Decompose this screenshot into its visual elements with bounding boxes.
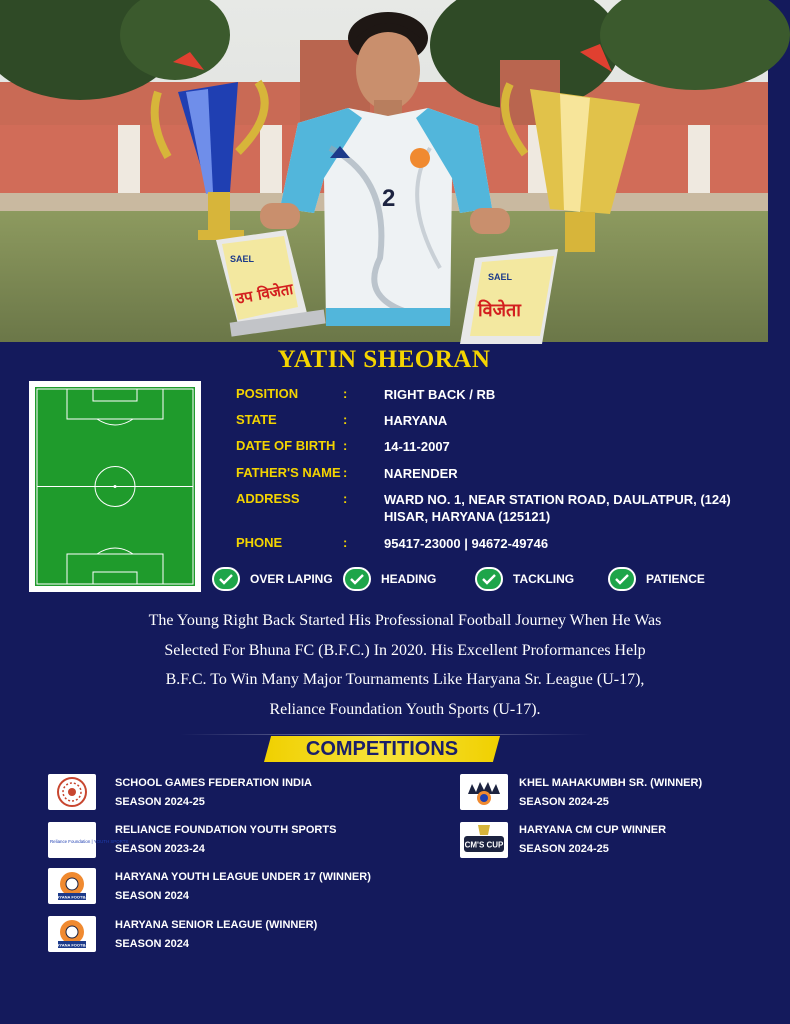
skill-label: HEADING	[381, 572, 437, 586]
bio-line: B.F.C. To Win Many Major Tournaments Like Haryana Sr. League (U-17),	[165, 671, 645, 688]
check-icon	[343, 567, 371, 591]
check-icon	[475, 567, 503, 591]
skill-heading	[343, 566, 436, 592]
competition-name: HARYANA YOUTH LEAGUE UNDER 17 (WINNER)	[115, 871, 371, 883]
haryana-logo-text: HARYANA FOOTBALL	[50, 942, 94, 948]
competition-season: SEASON 2024	[115, 938, 189, 950]
sgfi-logo	[48, 774, 96, 810]
haryana-football-logo	[48, 868, 96, 904]
haryana-football-logo	[48, 916, 96, 952]
cm-cup-logo-text: CM'S CUP	[464, 840, 504, 850]
khel-mahakumbh-logo	[460, 774, 508, 810]
runner-up-trophy	[118, 52, 333, 342]
hero-photo	[0, 0, 768, 342]
check-icon	[608, 567, 636, 591]
phone-value: 95417-23000 | 94672-49746	[384, 536, 549, 551]
father-name-value: NARENDER	[384, 466, 458, 481]
competition-name: KHEL MAHAKUMBH SR. (WINNER)	[519, 777, 703, 789]
colon: :	[343, 386, 348, 401]
state-label: STATE	[236, 412, 277, 427]
dob-label: DATE OF BIRTH	[236, 438, 336, 453]
pitch-lines	[35, 387, 195, 586]
jersey-number: 2	[382, 185, 396, 212]
bio-line: Selected For Bhuna FC (B.F.C.) In 2020. His Excellent Proformances Help	[164, 641, 646, 659]
colon: :	[343, 438, 348, 453]
state-value: HARYANA	[384, 413, 448, 428]
reliance-logo-text: Reliance Foundation | YOUTH SPORTS	[50, 839, 129, 844]
competition-season: SEASON 2024-25	[519, 796, 609, 808]
dob-value: 14-11-2007	[384, 439, 450, 454]
competition-name: SCHOOL GAMES FEDERATION INDIA	[115, 777, 312, 789]
trophy-brand: SAEL	[230, 254, 255, 264]
competitions-title: COMPETITIONS	[305, 738, 459, 760]
colon: :	[343, 535, 348, 550]
pitch-diagram	[29, 381, 201, 592]
trophy-brand: SAEL	[488, 272, 513, 282]
skill-tackling	[475, 566, 574, 592]
skill-label: OVER LAPING	[250, 572, 333, 586]
trophy-right-label: विजेता	[478, 300, 521, 321]
haryana-logo-text: HARYANA FOOTBALL	[50, 894, 94, 900]
position-value: RIGHT BACK / RB	[384, 387, 496, 402]
reliance-logo	[48, 822, 129, 858]
competition-name: HARYANA CM CUP WINNER	[519, 824, 667, 836]
cm-cup-logo	[460, 822, 508, 858]
colon: :	[343, 465, 348, 480]
colon: :	[343, 412, 348, 427]
phone-label: PHONE	[236, 535, 283, 550]
competition-season: SEASON 2024-25	[115, 796, 205, 808]
bio-line: The Young Right Back Started His Professional Football Journey When He Was	[148, 612, 662, 629]
father-name-label: FATHER'S NAME	[236, 465, 341, 480]
player-name: YATIN SHEORAN	[277, 346, 491, 373]
competition-name: HARYANA SENIOR LEAGUE (WINNER)	[115, 919, 318, 931]
position-label: POSITION	[236, 386, 299, 401]
check-icon	[212, 567, 240, 591]
address-label: ADDRESS	[236, 491, 300, 506]
competition-name: RELIANCE FOUNDATION YOUTH SPORTS	[115, 824, 337, 836]
colon: :	[343, 491, 348, 506]
competition-season: SEASON 2024	[115, 890, 189, 902]
bio-line: Reliance Foundation Youth Sports (U-17).	[269, 700, 541, 718]
skill-patience	[608, 566, 705, 592]
skill-label: PATIENCE	[646, 572, 705, 586]
competition-season: SEASON 2024-25	[519, 843, 609, 855]
section-divider	[180, 734, 590, 735]
address-value: WARD NO. 1, NEAR STATION ROAD, DAULATPUR, (124) HISAR, HARYANA (125121)	[384, 492, 731, 524]
wall-stripe	[688, 125, 710, 193]
skill-overlapping	[212, 566, 333, 592]
player-bio	[60, 606, 750, 724]
trophy-left-label: उप विजेता	[234, 279, 295, 308]
winner-trophy	[440, 44, 655, 344]
skill-label: TACKLING	[513, 572, 575, 586]
competition-season: SEASON 2023-24	[115, 843, 205, 855]
